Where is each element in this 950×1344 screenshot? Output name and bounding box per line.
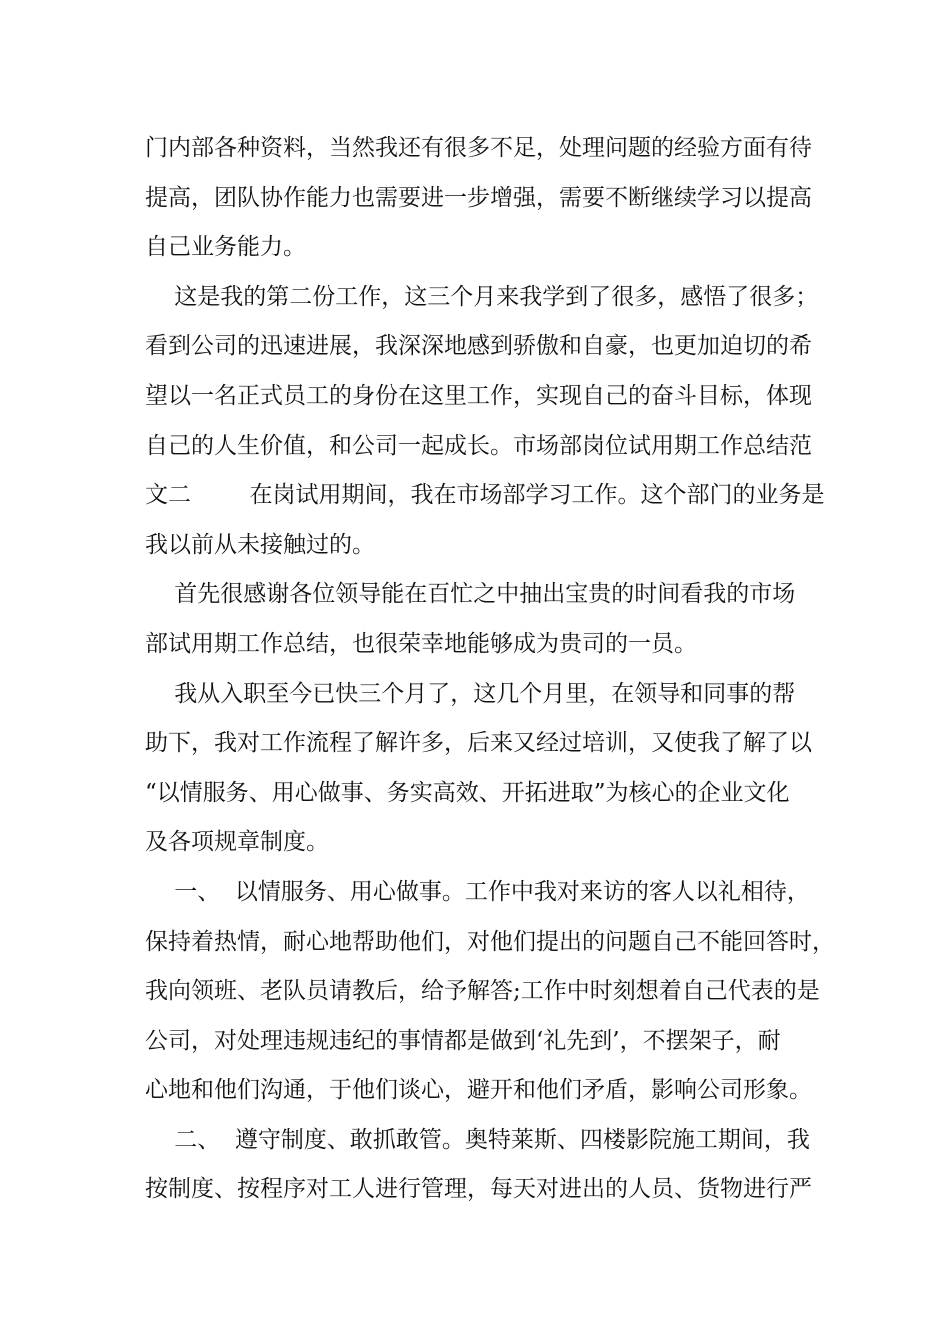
text-line: 这是我的第二份工作，这三个月来我学到了很多，感悟了很多； [145,283,819,310]
text-line: 我以前从未接触过的。 [145,531,375,558]
text-line: 及各项规章制度。 [145,829,329,856]
text-line: 助下，我对工作流程了解许多，后来又经过培训，又使我了解了以 [145,730,812,757]
text-line: 自己的人生价值，和公司一起成长。市场部岗位试用期工作总结范 [145,432,812,459]
text-line: 一、 以情服务、用心做事。工作中我对来访的客人以礼相待， [145,878,810,905]
text-line: 看到公司的迅速进展，我深深地感到骄傲和自豪，也更加迫切的希 [145,333,812,360]
text-line: 门内部各种资料，当然我还有很多不足，处理问题的经验方面有待 [145,135,812,161]
text-line: 望以一名正式员工的身份在这里工作，实现自己的奋斗目标，体现 [145,382,812,409]
text-line: 二、 遵守制度、敢抓敢管。奥特莱斯、四楼影院施工期间，我 [145,1126,810,1153]
text-line: 心地和他们沟通，于他们谈心，避开和他们矛盾，影响公司形象。 [145,1077,812,1104]
text-line: 保持着热情，耐心地帮助他们，对他们提出的问题自己不能回答时， [145,928,835,955]
text-line: 按制度、按程序对工人进行管理，每天对进出的人员、货物进行严 [145,1176,812,1203]
text-line: 首先很感谢各位领导能在百忙之中抽出宝贵的时间看我的市场 [145,581,796,608]
text-line: 提高，团队协作能力也需要进一步增强，需要不断继续学习以提高 [145,184,812,211]
text-line: 部试用期工作总结，也很荣幸地能够成为贵司的一员。 [145,630,697,657]
text-line: 自己业务能力。 [145,234,306,261]
text-line: “以情服务、用心做事、务实高效、开拓进取”为核心的企业文化 [145,779,790,806]
text-line: 文二 在岗试用期间，我在市场部学习工作。这个部门的业务是 [145,482,825,509]
text-line: 我从入职至今已快三个月了，这几个月里，在领导和同事的帮 [145,680,796,707]
text-line: 公司，对处理违规违纪的事情都是做到‘礼先到’，不摆架子，耐 [145,1027,781,1054]
text-line: 我向领班、老队员请教后，给予解答;工作中时刻想着自己代表的是 [145,978,820,1005]
document-body [145,124,835,1215]
